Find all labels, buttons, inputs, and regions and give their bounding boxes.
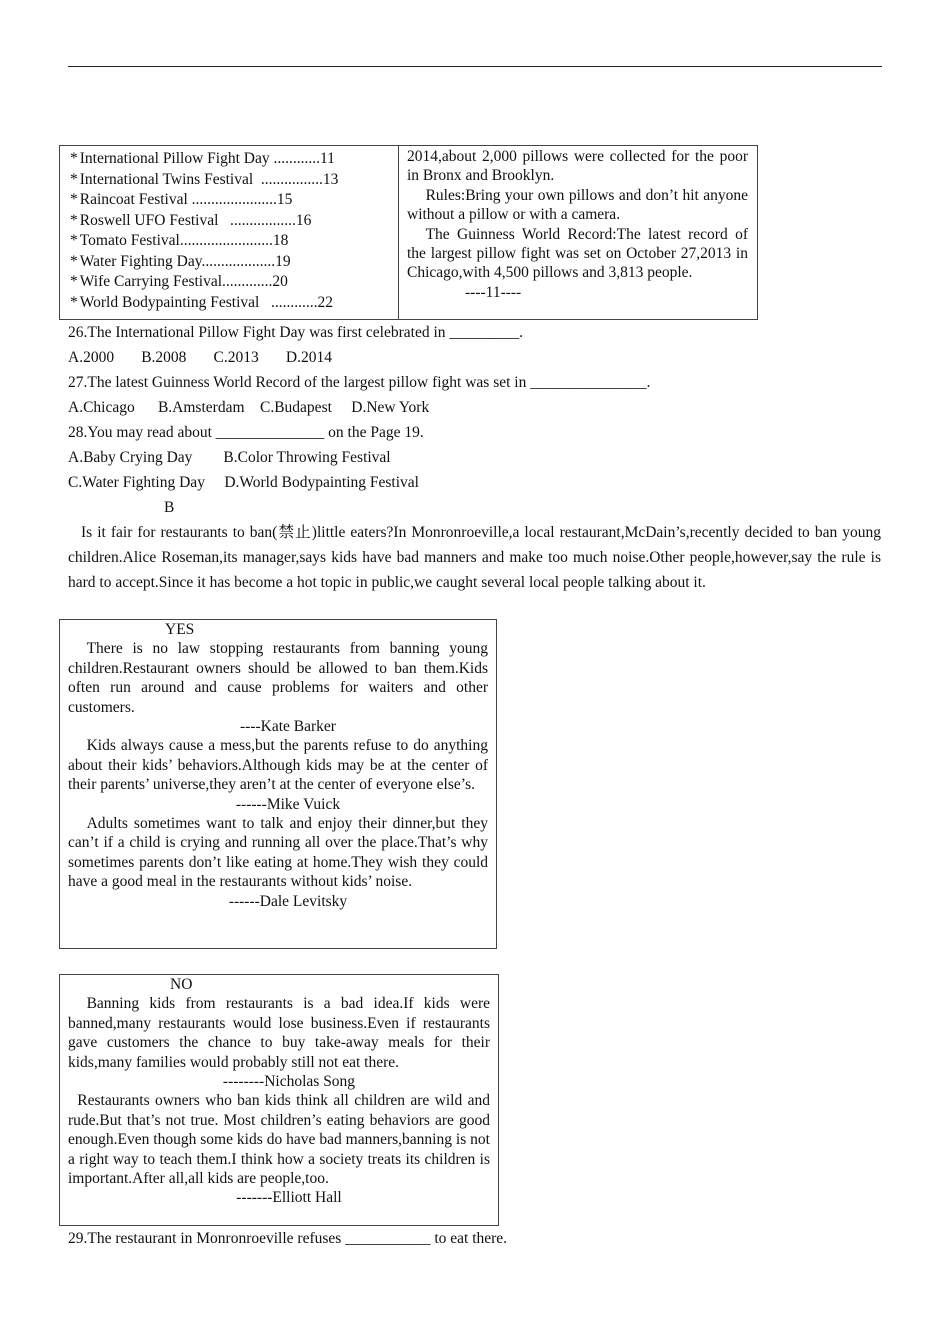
- question-28-options-2: C.Water Fighting Day D.World Bodypainting Festival: [68, 474, 419, 491]
- star-icon: *: [70, 293, 78, 311]
- no-heading: NO: [170, 976, 193, 993]
- header-rule: [68, 66, 882, 67]
- star-icon: *: [70, 191, 78, 208]
- toc-item: * Water Fighting Day...................19: [70, 252, 291, 270]
- opinion-signature: -------Elliott Hall: [236, 1189, 342, 1207]
- article-record: The Guinness World Record:The latest record of the largest pillow fight was set on October 27,2013 in Chicago,with 4,500 pillows and 3,813 people.: [407, 225, 748, 282]
- opinion-text: Restaurants owners who ban kids think all children are wild and rude.But that’s not true. Most children’s eating behaviors are good enough.Even though some kids do have bad manners,banning is not a right way to teach them.I think how a society treats its children is important.After all,all kids are people,too.: [68, 1092, 490, 1188]
- toc-item: * Wife Carrying Festival.............20: [70, 273, 288, 290]
- question-28-options-1: A.Baby Crying Day B.Color Throwing Festival: [68, 449, 391, 466]
- toc-item: * Roswell UFO Festival .................16: [70, 211, 312, 229]
- yes-opinions-box: [59, 619, 497, 949]
- no-opinions-box: [59, 974, 499, 1226]
- page-number: ----11----: [465, 283, 522, 301]
- opinion-text: Adults sometimes want to talk and enjoy their dinner,but they can’t if a child is crying and running all over the place.That’s why sometimes parents don’t like eating at home.They wish they could have a good meal in the restaurants without kids’ noise.: [68, 815, 488, 891]
- star-icon: *: [70, 252, 78, 270]
- opinion-signature: ----Kate Barker: [240, 718, 336, 736]
- star-icon: *: [70, 211, 78, 229]
- yes-heading: YES: [165, 621, 195, 638]
- section-heading: B: [164, 499, 175, 516]
- star-icon: *: [70, 232, 78, 249]
- opinion-signature: --------Nicholas Song: [222, 1073, 356, 1091]
- opinion-text: There is no law stopping restaurants from banning young children.Restaurant owners should be allowed to ban them.Kids often run around and cause problems for waiters and other customers.: [68, 640, 488, 716]
- question-29: 29.The restaurant in Monronroeville refuses ___________ to eat there.: [68, 1230, 508, 1247]
- opinion-text: Kids always cause a mess,but the parents refuse to do anything about their kids’ behaviors.Although kids may be at the center of their parents’ universe,they aren’t at the center of everyone else’s.: [68, 737, 488, 794]
- star-icon: *: [70, 170, 78, 188]
- pillow-fight-article: [398, 145, 758, 320]
- question-27: 27.The latest Guinness World Record of the largest pillow fight was set in _______________.: [68, 374, 651, 391]
- toc-item: * Raincoat Festival ......................15: [70, 191, 293, 208]
- toc-item: * World Bodypainting Festival ............22: [70, 293, 333, 311]
- question-26: 26.The International Pillow Fight Day was first celebrated in _________.: [68, 324, 524, 341]
- question-27-options: A.Chicago B.Amsterdam C.Budapest D.New York: [68, 399, 430, 416]
- table-of-contents: [59, 145, 399, 320]
- article-rules: Rules:Bring your own pillows and don’t hit anyone without a pillow or with a camera.: [407, 186, 748, 224]
- toc-item: * International Pillow Fight Day ............11: [70, 150, 335, 167]
- article-paragraph: 2014,about 2,000 pillows were collected for the poor in Bronx and Brooklyn.: [407, 148, 748, 185]
- opinion-text: Banning kids from restaurants is a bad idea.If kids were banned,many restaurants would lose business.Even if restaurants gave customers the chance to buy take-away meals for their kids,many families would probably still not eat there.: [68, 995, 490, 1071]
- question-28: 28.You may read about ______________ on the Page 19.: [68, 424, 424, 441]
- toc-item: * Tomato Festival........................18: [70, 232, 289, 249]
- question-26-options: A.2000 B.2008 C.2013 D.2014: [68, 349, 332, 366]
- toc-item: * International Twins Festival ................13: [70, 170, 339, 188]
- opinion-signature: ------Mike Vuick: [235, 795, 341, 813]
- opinion-signature: ------Dale Levitsky: [228, 892, 348, 910]
- intro-paragraph: Is it fair for restaurants to ban(禁止)little eaters?In Monronroeville,a local restaurant,McDain’s,recently decided to ban young children.Alice Roseman,its manager,says kids have bad manners and make too much noise.Other people,however,say the rule is hard to accept.Since it has become a hot topic in public,we caught several local people talking about it.: [68, 524, 881, 591]
- star-icon: *: [70, 150, 78, 167]
- star-icon: *: [70, 273, 78, 290]
